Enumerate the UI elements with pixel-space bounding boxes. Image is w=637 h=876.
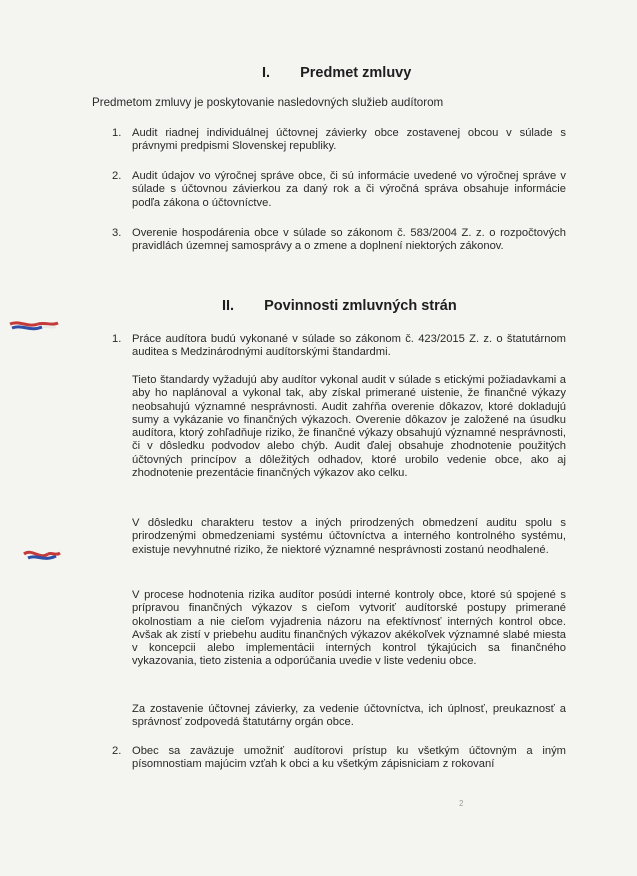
item-text: Overenie hospodárenia obce v súlade so zákonom č. 583/2004 Z. z. o rozpočtových pravidlách územnej samosprávy a o zmene a doplnení niektorých zákonov. [132,227,566,253]
list-item [112,127,566,154]
paragraph: Za zostavenie účtovnej závierky, za vedenie účtovníctva, ich úplnosť, preukaznosť a správnosť zodpovedá štatutárny orgán obce. [132,703,566,729]
section-heading-1 [262,65,411,81]
item-number: 1. [112,333,122,345]
list-item [112,227,566,254]
item-text: Audit riadnej individuálnej účtovnej závierky obce zostavenej obcou v súlade s právnymi predpismi Slovenskej republiky. [132,127,566,153]
intro-text: Predmetom zmluvy je poskytovanie nasledovných služieb audítorom [92,96,444,109]
item-number: 3. [112,227,122,239]
item-text: Práce audítora budú vykonané v súlade so zákonom č. 423/2015 Z. z. o štatutárnom auditea s Medzinárodnými audítorskými štandardmi. [132,333,566,359]
binding-cord-icon [22,546,62,566]
item-number: 1. [112,127,122,139]
binding-cord-icon [8,318,60,336]
list-item [112,745,566,772]
item-text: Audit údajov vo výročnej správe obce, či sú informácie uvedené vo výročnej správe v súlade s účtovnou závierkou za daný rok a či výročná správa obsahuje informácie podľa zákona o účtovníctve. [132,170,566,209]
item-number: 2. [112,170,122,182]
section-title: Povinnosti zmluvných strán [264,298,457,314]
item-text: Obec sa zaväzuje umožniť audítorovi prístup ku všetkým účtovným a iným písomnostiam majúcim vzťah k obci a ku všetkým zápisniciam z rokovaní [132,745,566,771]
section-title: Predmet zmluvy [300,65,412,81]
list-item [112,333,566,360]
section-heading-2 [222,298,457,314]
section-number: II. [222,298,235,314]
paragraph: V dôsledku charakteru testov a iných prirodzených obmedzení auditu spolu s prirodzenými obmedzeniami systému účtovníctva a interného kontrolného systému, existuje nevyhnutné riziko, že niektoré významné nesprávnosti zostanú neodhalené. [132,517,566,556]
item-number: 2. [112,745,122,757]
section-number: I. [262,65,271,81]
page-number: 2 [459,799,464,808]
list-item [112,170,566,210]
paragraph: V procese hodnotenia rizika audítor posúdi interné kontroly obce, ktoré sú spojené s prípravou finančných výkazov s cieľom vytvoriť audítorské postupy primerané okolnostiam a nie cieľom vyjadrenia názoru na efektívnosť interných kontrol obce. Avšak ak zistí v priebehu auditu finančných výkazov akékoľvek významné slabé miesta v koncepcii alebo implementácii interných kontrol týkajúcich sa finančného vykazovania, tieto zistenia a odporúčania uvedie v liste vedeniu obce. [132,589,566,668]
paragraph: Tieto štandardy vyžadujú aby audítor vykonal audit v súlade s etickými požiadavkami a aby ho naplánoval a vykonal tak, aby získal primerané uistenie, že finančné výkazy neobsahujú významné nesprávnosti. Audit zahŕňa overenie dôkazov, ktoré dokladujú sumy a vykázanie vo finančných výkazoch. Overenie dôkazov je založené na úsudku audítora, ktorý zohľadňuje riziko, že finančné výkazy obsahujú významné nesprávnosti, či v dôsledku podvodov alebo chýb. Audit ďalej obsahuje zhodnotenie použitých účtovných princípov a dôležitých odhadov, ktoré urobilo vedenie obce, ako aj zhodnotenie prezentácie finančných výkazov ako celku. [132,374,566,480]
